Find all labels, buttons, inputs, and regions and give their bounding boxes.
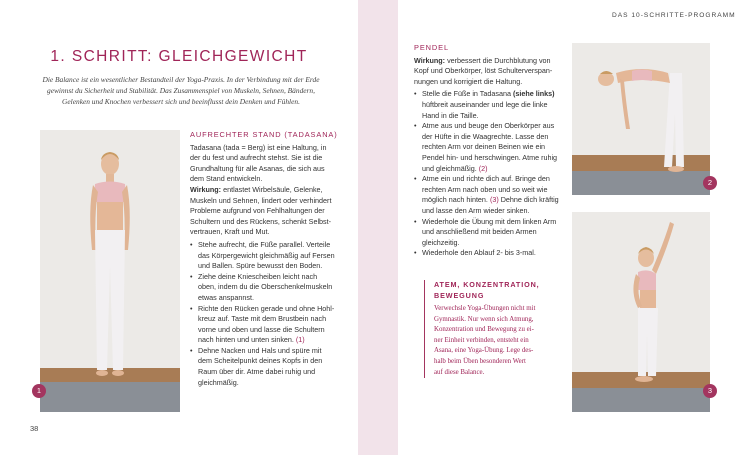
photo-ref: (1) [295, 335, 305, 345]
step-line: vorne und oben und lasse die Schultern [198, 324, 325, 334]
step-line: dem Scheitelpunkt deines Kopfs in den [198, 356, 323, 366]
step-line: das Körpergewicht gleichmäßig auf Fersen [198, 250, 335, 260]
photo-pendel-bend-image [572, 43, 710, 195]
photo-ref: (2) [478, 163, 488, 173]
step-line: Atme aus und beuge den Oberkörper aus [422, 121, 555, 131]
running-head: DAS 10-SCHRITTE-PROGRAMM [612, 12, 736, 19]
step-line: und lasse den Arm wieder sinken. [422, 205, 530, 215]
info-box-line: auf diese Balance. [434, 368, 485, 376]
photo-tadasana [40, 130, 180, 412]
step-line: Dehne Nacken und Hals und spüre mit [198, 345, 322, 355]
photo-pendel-bend [572, 43, 710, 195]
step-line: nach hinten und unten sinken. [198, 335, 296, 345]
tadasana-section [190, 130, 340, 388]
intro-line: gewinnst du Sicherheit und Stabilität. Das Zusammenspiel von Muskeln, Sehnen, Bändern, [47, 86, 315, 95]
info-box-line: Konzentration und Bewegung zu ei- [434, 326, 534, 334]
info-box-line: halb beim Üben besonderen Wert [434, 357, 526, 365]
pendel-step [414, 217, 564, 249]
intro-line: Gelenken und Knochen verbessert sich und beeinflusst dein Denken und Fühlen. [62, 97, 300, 106]
tadasana-effect-label: Wirkung: [190, 184, 222, 194]
cross-ref: (siehe links) [512, 89, 555, 99]
step-line: Atme ein und richte dich auf. Bringe den [422, 174, 550, 184]
step-line: möglich nach hinten. [422, 195, 490, 205]
step-line: und anschließend mit beiden Armen [422, 227, 537, 237]
tadasana-effect [190, 185, 340, 238]
step-line: kreuz auf. Taste mit dem Brustbein nach [198, 314, 327, 324]
tadasana-step [190, 346, 340, 388]
step-line: oben, indem du die Oberschenkelmuskeln [198, 282, 333, 292]
tadasana-effect-line: Muskeln und Sehnen, lindert oder verhindert [190, 195, 332, 205]
page-number: 38 [30, 424, 39, 433]
info-box-title-line: BEWEGUNG [434, 290, 485, 300]
photo-number-badge: 2 [703, 176, 717, 190]
intro-text [30, 74, 332, 107]
pendel-step [414, 174, 564, 216]
photo-ref: (3) [489, 195, 499, 205]
photo-number-badge: 3 [703, 384, 717, 398]
page-title: 1. SCHRITT: GLEICHGEWICHT [50, 48, 308, 65]
tadasana-heading: AUFRECHTER STAND (TADASANA) [190, 130, 338, 139]
photo-pendel-stretch [572, 212, 710, 412]
tadasana-intro-line: Grundhaltung für alle Asanas, die sich aus [190, 163, 325, 173]
photo-tadasana-image [40, 130, 180, 412]
info-box-line: ner Einheit verbinden, entsteht ein [434, 336, 529, 344]
pendel-effect-line: nungen und korrigiert die Haltung. [414, 76, 523, 86]
step-line: etwas anspannst. [198, 292, 254, 302]
tadasana-effect-line: Schultern und des Rückens, schenkt Selbst- [190, 216, 332, 226]
tadasana-effect-line: vertrauen, Kraft und Mut. [190, 227, 270, 237]
intro-line: Die Balance ist ein wesentlicher Bestandteil der Yoga-Praxis. In der Verbindung mit der Erde [42, 75, 320, 84]
tadasana-step [190, 240, 340, 272]
page-gutter [358, 0, 398, 455]
step-line: und gleichmäßig. [422, 163, 479, 173]
step-line: Wiederhole den Ablauf 2- bis 3-mal. [422, 248, 536, 258]
info-box-line: Asana, eine Yoga-Übung. Lege des- [434, 347, 534, 355]
step-line: rechten Arm vor deinen Beinen wie ein [422, 142, 546, 152]
tadasana-effect-line: entlastet Wirbelsäule, Gelenke, [221, 184, 323, 194]
step-line: gleichmäßig. [198, 377, 239, 387]
tadasana-intro-line: der du fest und aufrecht stehst. Sie ist die [190, 153, 323, 163]
pendel-effect [414, 56, 564, 88]
step-line: Stelle die Füße in Tadasana [422, 89, 513, 99]
pendel-effect-line: Kopf und Oberkörper, löst Schulterverspan- [414, 66, 553, 76]
photo-pendel-stretch-image [572, 212, 710, 412]
step-line: und Ballen. Spüre bewusst den Boden. [198, 261, 323, 271]
info-box-text [434, 304, 564, 378]
step-line: Wiederhole die Übung mit dem linken Arm [422, 216, 557, 226]
pendel-steps [414, 89, 564, 259]
step-line: Ziehe deine Kniescheiben leicht nach [198, 271, 318, 281]
tadasana-intro [190, 143, 340, 185]
step-line: Hand in die Taille. [422, 110, 479, 120]
step-line: Stehe aufrecht, die Füße parallel. Verteile [198, 239, 331, 249]
step-line: gleichzeitig. [422, 237, 460, 247]
pendel-effect-line: verbessert die Durchblutung von [445, 55, 551, 65]
tadasana-step [190, 304, 340, 346]
step-line: Raum über dir. Atme dabei ruhig und [198, 367, 316, 377]
step-line: rechten Arm nach oben und so weit wie [422, 184, 548, 194]
step-line: Pendel hin- und herschwingen. Atme ruhig [422, 152, 558, 162]
photo-number-badge: 1 [32, 384, 46, 398]
pendel-heading: PENDEL [414, 43, 449, 52]
tadasana-effect-line: Probleme aufgrund von Fehlhaltungen der [190, 206, 325, 216]
info-box-line: Verwechsle Yoga-Übungen nicht mit [434, 305, 536, 312]
info-box [424, 280, 564, 378]
pendel-effect-label: Wirkung: [414, 55, 446, 65]
tadasana-step [190, 272, 340, 304]
step-line: Richte den Rücken gerade und ohne Hohl- [198, 303, 335, 313]
pendel-step [414, 121, 564, 174]
pendel-section [414, 43, 564, 259]
step-line: hüftbreit auseinander und lege die linke [422, 99, 548, 109]
info-box-line: Gymnastik. Nur wenn sich Atmung, [434, 315, 534, 323]
info-box-title-line: ATEM, KONZENTRATION, [434, 280, 540, 289]
step-line: der Hüfte in die Waagrechte. Lasse den [422, 131, 549, 141]
info-box-title [434, 280, 564, 301]
tadasana-intro-line: Tadasana (tada = Berg) ist eine Haltung, in [190, 142, 327, 152]
step-line: Dehne dich kräftig [498, 195, 559, 205]
pendel-step [414, 89, 564, 121]
tadasana-intro-line: dem Stand entwickeln. [190, 174, 263, 184]
pendel-step [414, 248, 564, 259]
tadasana-steps [190, 240, 340, 388]
